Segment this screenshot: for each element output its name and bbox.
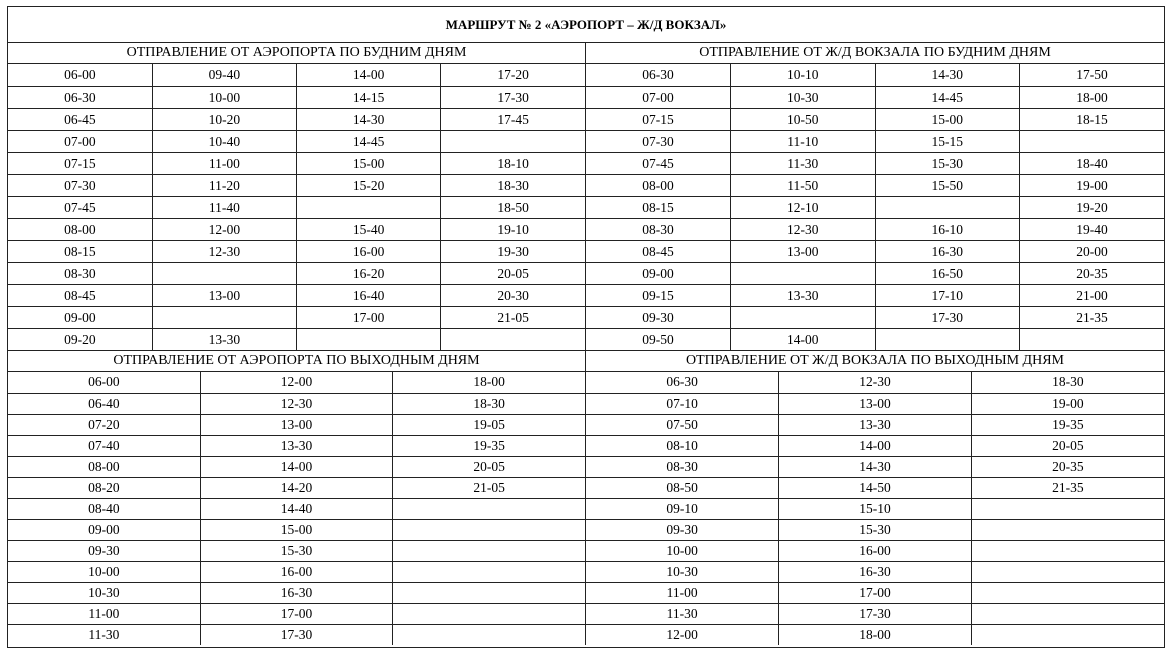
table-row xyxy=(586,86,1164,108)
time-cell xyxy=(393,519,585,540)
time-cell: 08-30 xyxy=(586,218,731,240)
time-cell: 14-50 xyxy=(779,477,972,498)
time-cell: 18-30 xyxy=(971,372,1164,393)
weekend-station-block xyxy=(586,351,1164,645)
weekend-section xyxy=(8,351,1164,645)
time-cell: 12-30 xyxy=(152,240,296,262)
time-cell xyxy=(441,328,585,350)
table-row xyxy=(586,414,1164,435)
table-row xyxy=(8,284,585,306)
table-row xyxy=(586,372,1164,393)
time-cell: 07-30 xyxy=(586,130,731,152)
time-cell xyxy=(1020,328,1165,350)
time-cell: 18-40 xyxy=(1020,152,1165,174)
time-cell: 11-50 xyxy=(731,174,876,196)
time-cell: 20-35 xyxy=(1020,262,1165,284)
table-row xyxy=(586,130,1164,152)
time-cell xyxy=(971,561,1164,582)
time-cell xyxy=(971,603,1164,624)
time-cell: 20-00 xyxy=(1020,240,1165,262)
time-cell: 10-20 xyxy=(152,108,296,130)
table-row xyxy=(8,498,585,519)
table-row xyxy=(586,456,1164,477)
table-row xyxy=(8,196,585,218)
time-cell: 19-10 xyxy=(441,218,585,240)
table-row xyxy=(586,328,1164,350)
time-cell: 08-00 xyxy=(586,174,731,196)
time-cell: 13-00 xyxy=(779,393,972,414)
table-row xyxy=(8,582,585,603)
time-cell: 07-45 xyxy=(8,196,152,218)
table-row xyxy=(8,130,585,152)
time-cell: 13-30 xyxy=(779,414,972,435)
time-cell: 17-00 xyxy=(779,582,972,603)
time-cell: 18-00 xyxy=(779,624,972,645)
time-cell: 14-00 xyxy=(297,64,441,86)
table-row xyxy=(8,393,585,414)
time-cell: 08-30 xyxy=(586,456,779,477)
time-cell: 11-30 xyxy=(731,152,876,174)
time-cell: 16-50 xyxy=(875,262,1020,284)
time-cell: 12-00 xyxy=(152,218,296,240)
time-cell: 10-00 xyxy=(586,540,779,561)
time-cell: 07-00 xyxy=(8,130,152,152)
time-cell: 18-10 xyxy=(441,152,585,174)
time-cell: 09-00 xyxy=(586,262,731,284)
table-row xyxy=(8,372,585,393)
time-cell xyxy=(297,196,441,218)
time-cell: 19-20 xyxy=(1020,196,1165,218)
time-cell: 14-40 xyxy=(200,498,392,519)
table-row xyxy=(586,152,1164,174)
time-cell: 20-35 xyxy=(971,456,1164,477)
time-cell: 19-30 xyxy=(441,240,585,262)
time-cell: 09-30 xyxy=(586,306,731,328)
time-cell: 11-10 xyxy=(731,130,876,152)
time-cell: 16-10 xyxy=(875,218,1020,240)
time-cell: 08-45 xyxy=(8,284,152,306)
time-cell: 13-00 xyxy=(731,240,876,262)
time-cell: 16-00 xyxy=(779,540,972,561)
table-row xyxy=(8,108,585,130)
time-cell: 09-15 xyxy=(586,284,731,306)
time-cell: 08-50 xyxy=(586,477,779,498)
time-cell: 19-35 xyxy=(393,435,585,456)
time-cell: 07-40 xyxy=(8,435,200,456)
table-row xyxy=(586,240,1164,262)
time-cell: 20-30 xyxy=(441,284,585,306)
time-cell: 11-40 xyxy=(152,196,296,218)
weekday-station-table xyxy=(586,64,1164,350)
time-cell: 09-00 xyxy=(8,519,200,540)
time-cell: 14-00 xyxy=(779,435,972,456)
table-row xyxy=(8,414,585,435)
time-cell: 11-00 xyxy=(152,152,296,174)
time-cell: 06-40 xyxy=(8,393,200,414)
table-row xyxy=(8,477,585,498)
time-cell: 15-20 xyxy=(297,174,441,196)
schedule-document xyxy=(7,6,1165,648)
weekend-station-header: ОТПРАВЛЕНИЕ ОТ Ж/Д ВОКЗАЛА ПО ВЫХОДНЫМ ДНЯМ xyxy=(586,351,1164,372)
table-row xyxy=(8,561,585,582)
time-cell: 09-10 xyxy=(586,498,779,519)
table-row xyxy=(586,519,1164,540)
time-cell: 12-10 xyxy=(731,196,876,218)
time-cell: 07-30 xyxy=(8,174,152,196)
table-row xyxy=(8,624,585,645)
time-cell: 06-30 xyxy=(586,64,731,86)
time-cell: 16-30 xyxy=(200,582,392,603)
time-cell: 08-30 xyxy=(8,262,152,284)
table-row xyxy=(586,218,1164,240)
time-cell: 14-30 xyxy=(875,64,1020,86)
time-cell: 07-15 xyxy=(586,108,731,130)
time-cell: 10-30 xyxy=(8,582,200,603)
time-cell: 15-30 xyxy=(200,540,392,561)
time-cell: 15-00 xyxy=(200,519,392,540)
time-cell: 07-10 xyxy=(586,393,779,414)
time-cell: 17-00 xyxy=(297,306,441,328)
table-row xyxy=(8,152,585,174)
time-cell: 14-20 xyxy=(200,477,392,498)
time-cell: 14-30 xyxy=(779,456,972,477)
time-cell xyxy=(1020,130,1165,152)
time-cell xyxy=(971,624,1164,645)
time-cell: 17-50 xyxy=(1020,64,1165,86)
time-cell: 19-00 xyxy=(971,393,1164,414)
weekend-airport-header: ОТПРАВЛЕНИЕ ОТ АЭРОПОРТА ПО ВЫХОДНЫМ ДНЯМ xyxy=(8,351,585,372)
weekend-airport-table xyxy=(8,372,585,645)
table-row xyxy=(586,64,1164,86)
time-cell xyxy=(731,306,876,328)
time-cell: 11-30 xyxy=(586,603,779,624)
time-cell: 19-00 xyxy=(1020,174,1165,196)
time-cell: 10-30 xyxy=(731,86,876,108)
weekday-station-block xyxy=(586,43,1164,350)
time-cell: 12-30 xyxy=(200,393,392,414)
table-row xyxy=(586,498,1164,519)
table-row xyxy=(8,174,585,196)
time-cell: 13-00 xyxy=(200,414,392,435)
time-cell: 10-40 xyxy=(152,130,296,152)
time-cell: 17-20 xyxy=(441,64,585,86)
time-cell: 14-15 xyxy=(297,86,441,108)
table-row xyxy=(8,262,585,284)
time-cell: 21-05 xyxy=(441,306,585,328)
time-cell xyxy=(393,498,585,519)
time-cell: 21-05 xyxy=(393,477,585,498)
time-cell: 17-30 xyxy=(441,86,585,108)
time-cell: 12-30 xyxy=(731,218,876,240)
time-cell: 07-00 xyxy=(586,86,731,108)
time-cell: 08-40 xyxy=(8,498,200,519)
time-cell: 06-00 xyxy=(8,372,200,393)
time-cell: 16-30 xyxy=(875,240,1020,262)
time-cell: 14-30 xyxy=(297,108,441,130)
time-cell: 21-35 xyxy=(1020,306,1165,328)
weekday-section xyxy=(8,43,1164,351)
time-cell: 10-50 xyxy=(731,108,876,130)
time-cell: 17-45 xyxy=(441,108,585,130)
table-row xyxy=(586,603,1164,624)
table-row xyxy=(586,262,1164,284)
time-cell xyxy=(971,519,1164,540)
time-cell: 15-30 xyxy=(875,152,1020,174)
time-cell: 08-00 xyxy=(8,218,152,240)
time-cell: 11-00 xyxy=(586,582,779,603)
time-cell: 06-30 xyxy=(8,86,152,108)
weekday-station-header: ОТПРАВЛЕНИЕ ОТ Ж/Д ВОКЗАЛА ПО БУДНИМ ДНЯМ xyxy=(586,43,1164,64)
time-cell xyxy=(971,582,1164,603)
time-cell: 18-00 xyxy=(1020,86,1165,108)
table-row xyxy=(8,240,585,262)
time-cell xyxy=(875,196,1020,218)
time-cell xyxy=(441,130,585,152)
time-cell: 10-10 xyxy=(731,64,876,86)
table-row xyxy=(586,435,1164,456)
time-cell: 19-40 xyxy=(1020,218,1165,240)
time-cell: 17-10 xyxy=(875,284,1020,306)
time-cell: 20-05 xyxy=(441,262,585,284)
time-cell: 08-20 xyxy=(8,477,200,498)
weekend-airport-block xyxy=(8,351,586,645)
table-row xyxy=(586,196,1164,218)
time-cell xyxy=(971,498,1164,519)
time-cell: 20-05 xyxy=(971,435,1164,456)
time-cell: 10-00 xyxy=(8,561,200,582)
time-cell: 07-20 xyxy=(8,414,200,435)
time-cell: 12-00 xyxy=(586,624,779,645)
time-cell: 15-50 xyxy=(875,174,1020,196)
time-cell: 14-00 xyxy=(731,328,876,350)
weekend-station-table xyxy=(586,372,1164,645)
table-row xyxy=(586,477,1164,498)
time-cell: 19-05 xyxy=(393,414,585,435)
time-cell: 13-00 xyxy=(152,284,296,306)
time-cell: 09-00 xyxy=(8,306,152,328)
time-cell: 11-30 xyxy=(8,624,200,645)
time-cell: 14-00 xyxy=(200,456,392,477)
time-cell xyxy=(731,262,876,284)
weekday-airport-block xyxy=(8,43,586,350)
table-row xyxy=(586,174,1164,196)
time-cell: 18-00 xyxy=(393,372,585,393)
time-cell: 08-15 xyxy=(8,240,152,262)
time-cell xyxy=(971,540,1164,561)
table-row xyxy=(8,64,585,86)
table-row xyxy=(8,603,585,624)
time-cell: 15-00 xyxy=(297,152,441,174)
time-cell xyxy=(297,328,441,350)
table-row xyxy=(586,582,1164,603)
time-cell: 07-45 xyxy=(586,152,731,174)
time-cell: 17-00 xyxy=(200,603,392,624)
table-row xyxy=(586,306,1164,328)
time-cell: 08-45 xyxy=(586,240,731,262)
time-cell: 13-30 xyxy=(200,435,392,456)
time-cell: 09-40 xyxy=(152,64,296,86)
time-cell: 15-15 xyxy=(875,130,1020,152)
time-cell: 11-00 xyxy=(8,603,200,624)
time-cell xyxy=(393,561,585,582)
time-cell: 10-00 xyxy=(152,86,296,108)
time-cell: 09-20 xyxy=(8,328,152,350)
time-cell: 17-30 xyxy=(875,306,1020,328)
time-cell: 14-45 xyxy=(875,86,1020,108)
time-cell: 09-50 xyxy=(586,328,731,350)
time-cell xyxy=(393,582,585,603)
time-cell: 08-15 xyxy=(586,196,731,218)
time-cell: 18-30 xyxy=(441,174,585,196)
time-cell: 16-30 xyxy=(779,561,972,582)
time-cell xyxy=(393,603,585,624)
weekday-airport-header: ОТПРАВЛЕНИЕ ОТ АЭРОПОРТА ПО БУДНИМ ДНЯМ xyxy=(8,43,585,64)
time-cell: 16-20 xyxy=(297,262,441,284)
time-cell: 10-30 xyxy=(586,561,779,582)
time-cell: 16-00 xyxy=(200,561,392,582)
time-cell: 18-15 xyxy=(1020,108,1165,130)
time-cell: 12-30 xyxy=(779,372,972,393)
time-cell: 20-05 xyxy=(393,456,585,477)
table-row xyxy=(8,435,585,456)
table-row xyxy=(586,393,1164,414)
time-cell: 16-00 xyxy=(297,240,441,262)
time-cell: 09-30 xyxy=(8,540,200,561)
time-cell: 18-30 xyxy=(393,393,585,414)
time-cell: 08-00 xyxy=(8,456,200,477)
time-cell: 21-00 xyxy=(1020,284,1165,306)
time-cell xyxy=(152,306,296,328)
time-cell xyxy=(393,540,585,561)
time-cell: 16-40 xyxy=(297,284,441,306)
table-row xyxy=(8,540,585,561)
table-row xyxy=(8,306,585,328)
time-cell: 07-50 xyxy=(586,414,779,435)
time-cell: 15-40 xyxy=(297,218,441,240)
time-cell xyxy=(393,624,585,645)
time-cell: 06-45 xyxy=(8,108,152,130)
time-cell: 11-20 xyxy=(152,174,296,196)
table-row xyxy=(8,519,585,540)
table-row xyxy=(8,328,585,350)
time-cell xyxy=(875,328,1020,350)
time-cell: 07-15 xyxy=(8,152,152,174)
time-cell: 08-10 xyxy=(586,435,779,456)
time-cell: 15-00 xyxy=(875,108,1020,130)
time-cell: 06-00 xyxy=(8,64,152,86)
time-cell: 06-30 xyxy=(586,372,779,393)
table-row xyxy=(586,540,1164,561)
time-cell: 09-30 xyxy=(586,519,779,540)
weekday-airport-table xyxy=(8,64,585,350)
time-cell: 17-30 xyxy=(200,624,392,645)
time-cell: 17-30 xyxy=(779,603,972,624)
time-cell: 19-35 xyxy=(971,414,1164,435)
table-row xyxy=(586,108,1164,130)
time-cell: 12-00 xyxy=(200,372,392,393)
table-row xyxy=(8,456,585,477)
table-row xyxy=(586,624,1164,645)
time-cell: 18-50 xyxy=(441,196,585,218)
table-row xyxy=(8,86,585,108)
time-cell: 15-10 xyxy=(779,498,972,519)
document-title: МАРШРУТ № 2 «АЭРОПОРТ – Ж/Д ВОКЗАЛ» xyxy=(8,7,1164,43)
time-cell xyxy=(152,262,296,284)
table-row xyxy=(586,561,1164,582)
time-cell: 13-30 xyxy=(731,284,876,306)
time-cell: 13-30 xyxy=(152,328,296,350)
time-cell: 14-45 xyxy=(297,130,441,152)
table-row xyxy=(586,284,1164,306)
time-cell: 15-30 xyxy=(779,519,972,540)
time-cell: 21-35 xyxy=(971,477,1164,498)
table-row xyxy=(8,218,585,240)
